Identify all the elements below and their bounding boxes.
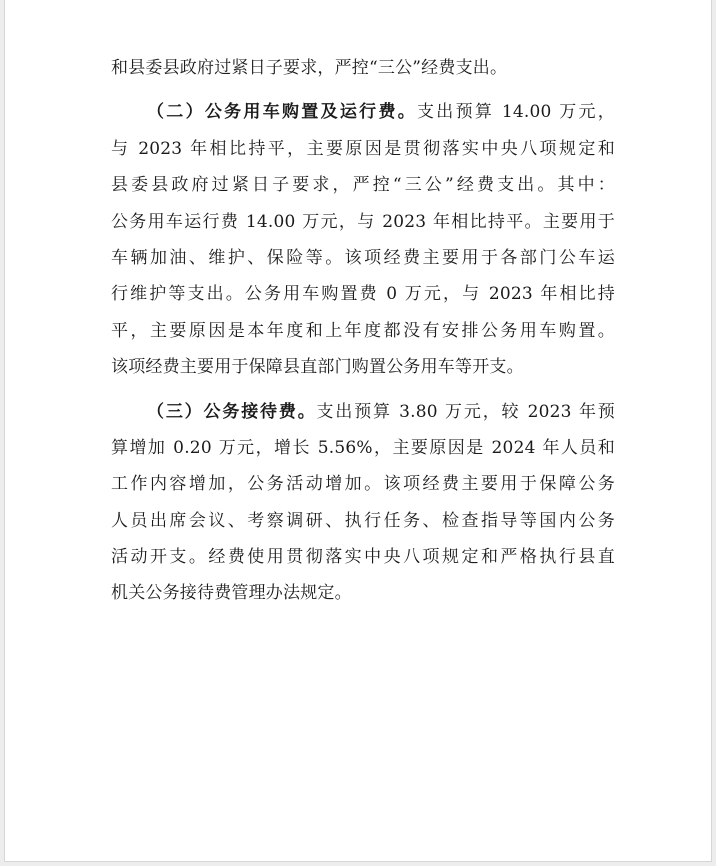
text-line: 机关公务接待费管理办法规定。 xyxy=(111,583,352,604)
text-line: 行维护等支出。公务用车购置费 0 万元，与 2023 年相比持 xyxy=(111,284,615,305)
text-run: 支出预算 3.80 万元，较 2023 年预 xyxy=(316,401,615,422)
text-line: 县委县政府过紧日子要求，严控“三公”经费支出。其中： xyxy=(111,175,615,196)
text-line: 人员出席会议、考察调研、执行任务、检查指导等国内公务 xyxy=(111,510,615,531)
document-body xyxy=(111,50,615,612)
text-line: 公务用车运行费 14.00 万元，与 2023 年相比持平。主要用于 xyxy=(111,211,615,232)
text-line xyxy=(111,394,615,430)
text-run: 支出预算 14.00 万元， xyxy=(417,102,615,123)
text-line: 车辆加油、维护、保险等。该项经费主要用于各部门公车运 xyxy=(111,247,615,268)
text-line: 该项经费主要用于保障县直部门购置公务用车等开支。 xyxy=(111,357,524,378)
document-page xyxy=(4,0,712,862)
text-line: 工作内容增加，公务活动增加。该项经费主要用于保障公务 xyxy=(111,474,615,495)
text-line: 与 2023 年相比持平，主要原因是贯彻落实中央八项规定和 xyxy=(111,138,615,159)
text-line: 和县委县政府过紧日子要求，严控“三公”经费支出。 xyxy=(111,58,508,78)
text-line xyxy=(111,94,615,130)
section-heading-reception: （三）公务接待费。 xyxy=(147,401,317,422)
section-heading-vehicle: （二）公务用车购置及运行费。 xyxy=(147,102,418,123)
text-line: 算增加 0.20 万元，增长 5.56%，主要原因是 2024 年人员和 xyxy=(111,437,615,458)
paragraph-vehicle-costs xyxy=(111,94,615,385)
text-line: 平，主要原因是本年度和上年度都没有安排公务用车购置。 xyxy=(111,320,615,341)
paragraph-0 xyxy=(111,50,615,86)
paragraph-reception-costs xyxy=(111,394,615,612)
text-line: 活动开支。经费使用贯彻落实中央八项规定和严格执行县直 xyxy=(111,547,615,568)
